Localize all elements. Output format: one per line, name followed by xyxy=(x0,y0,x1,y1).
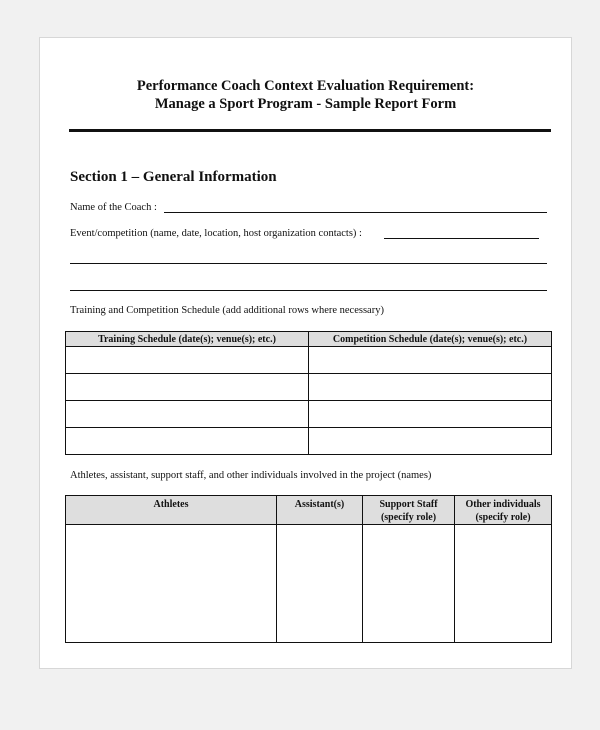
training-schedule-cell[interactable] xyxy=(66,347,309,374)
competition-schedule-cell[interactable] xyxy=(309,374,552,401)
event-field-line1[interactable] xyxy=(384,238,539,239)
assistants-cell[interactable] xyxy=(277,525,363,643)
people-table xyxy=(65,495,552,643)
people-intro: Athletes, assistant, support staff, and other individuals involved in the project (names) xyxy=(70,470,432,481)
competition-schedule-header: Competition Schedule (date(s); venue(s); etc.) xyxy=(309,332,552,347)
event-field-line2[interactable] xyxy=(70,263,547,264)
support-staff-cell[interactable] xyxy=(363,525,455,643)
other-individuals-cell[interactable] xyxy=(455,525,552,643)
schedule-intro: Training and Competition Schedule (add additional rows where necessary) xyxy=(70,305,384,316)
schedule-table xyxy=(65,331,552,455)
event-label: Event/competition (name, date, location, host organization contacts) : xyxy=(70,228,362,239)
athletes-header xyxy=(66,496,277,525)
coach-name-label: Name of the Coach : xyxy=(70,202,157,213)
support-staff-header xyxy=(363,496,455,525)
form-title-line1: Performance Coach Context Evaluation Requirement: xyxy=(136,78,475,94)
training-schedule-cell[interactable] xyxy=(66,374,309,401)
support-staff-header-label: Support Staff xyxy=(379,499,438,510)
other-individuals-header-label: Other individuals xyxy=(465,499,541,510)
form-title-line2: Manage a Sport Program - Sample Report Form xyxy=(154,96,457,112)
event-field-line3[interactable] xyxy=(70,290,547,291)
competition-schedule-cell[interactable] xyxy=(309,428,552,455)
athletes-cell[interactable] xyxy=(66,525,277,643)
competition-schedule-cell[interactable] xyxy=(309,401,552,428)
coach-name-field[interactable] xyxy=(164,212,547,213)
training-schedule-cell[interactable] xyxy=(66,401,309,428)
other-individuals-header-note: (specify role) xyxy=(475,512,531,523)
athletes-header-label: Athletes xyxy=(153,499,189,510)
competition-schedule-cell[interactable] xyxy=(309,347,552,374)
training-schedule-cell[interactable] xyxy=(66,428,309,455)
assistants-header xyxy=(277,496,363,525)
training-schedule-header: Training Schedule (date(s); venue(s); etc.) xyxy=(66,332,309,347)
assistants-header-label: Assistant(s) xyxy=(294,499,345,510)
section-heading: Section 1 – General Information xyxy=(70,169,277,185)
support-staff-header-note: (specify role) xyxy=(380,512,437,523)
title-divider xyxy=(69,129,551,132)
form-page xyxy=(39,37,572,669)
other-individuals-header xyxy=(455,496,552,525)
